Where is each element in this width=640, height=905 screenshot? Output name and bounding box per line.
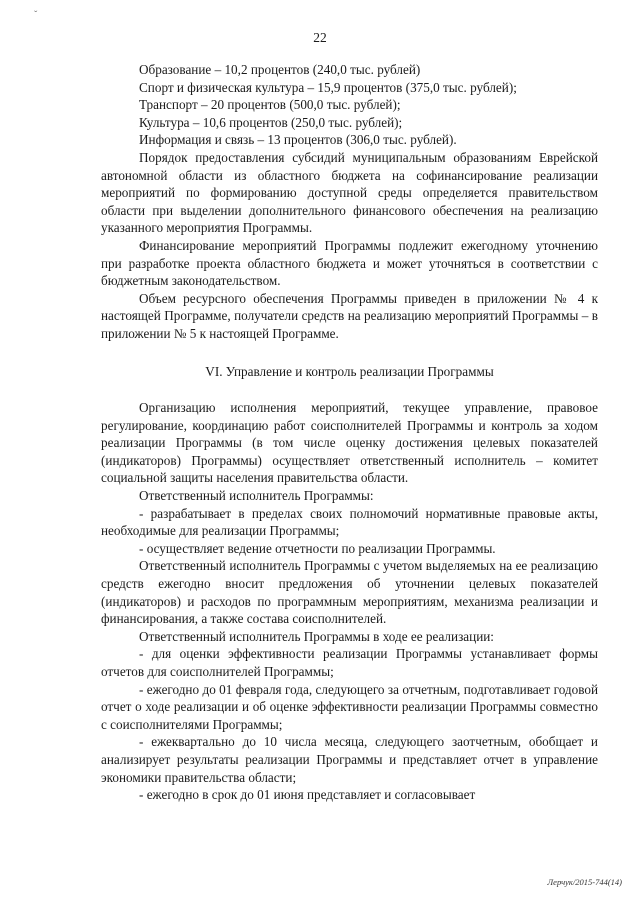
paragraph-proposals: Ответственный исполнитель Программы с учетом выделяемых на ее реализацию средств ежегодно вносит предложения об уточнении целевых показателей (индикаторов) и расходов по программным мероприятиям, механизма реализации и финансирования, а также состава соисполнителей. <box>101 558 598 627</box>
scan-mark: ˇ <box>34 10 38 21</box>
budget-list <box>101 61 598 149</box>
paragraph-report-forms: - для оценки эффективности реализации Программы устанавливает формы отчетов для соисполнителей Программы; <box>101 646 598 679</box>
paragraph-quarterly-report: - ежеквартально до 10 числа месяца, следующего заотчетным, обобщает и анализирует результаты реализации Программы и представляет отчет в управление экономики правительства области; <box>101 734 598 785</box>
budget-list-item: Культура – 10,6 процентов (250,0 тыс. рублей); <box>139 114 403 130</box>
section-heading: VI. Управление и контроль реализации Программы <box>205 363 494 379</box>
document-body <box>101 61 598 804</box>
paragraph-financing: Финансирование мероприятий Программы подлежит ежегодному уточнению при разработке проекта областного бюджета и может уточняться в соответствии с бюджетным законодательством. <box>101 237 598 289</box>
paragraph-resource-volume: Объем ресурсного обеспечения Программы приведен в приложении № 4 к настоящей Программе, получатели средств на реализацию мероприятий Программы – в приложении № 5 к настоящей Программе. <box>101 290 598 341</box>
paragraph-subsidy-procedure: Порядок предоставления субсидий муниципальным образованиям Еврейской автономной области из областного бюджета на софинансирование реализации мероприятий по формированию доступной среды определяется правительством области при выделении дополнительного финансового обеспечения на реализацию указанного мероприятия Программы. <box>101 149 598 236</box>
paragraph-during-implementation: Ответственный исполнитель Программы в ходе ее реализации: <box>139 628 494 644</box>
paragraph-organization: Организацию исполнения мероприятий, текущее управление, правовое регулирование, координацию работ соисполнителей Программы и контроль за ходом реализации Программы (в том числе оценку достижения целевых показателей (индикаторов) Программы) осуществляет ответственный исполнитель – комитет социальной защиты населения правительства области. <box>101 400 598 486</box>
budget-list-item: Спорт и физическая культура – 15,9 процентов (375,0 тыс. рублей); <box>139 79 517 95</box>
paragraph-responsible-executor: Ответственный исполнитель Программы: <box>139 488 374 504</box>
paragraph-reporting: - осуществляет ведение отчетности по реализации Программы. <box>139 540 496 556</box>
footer-code: Лерчук/2015-744(14) <box>547 877 622 887</box>
paragraph-develops-acts: - разрабатывает в пределах своих полномочий нормативные правовые акты, необходимые для реализации Программы; <box>101 505 598 539</box>
paragraph-annual-report: - ежегодно до 01 февраля года, следующего за отчетным, подготавливает годовой отчет о ходе реализации и об оценке эффективности реализации Программы совместно с соисполнителями Программы; <box>101 681 598 732</box>
paragraph-june-deadline: - ежегодно в срок до 01 июня представляет и согласовывает <box>139 787 476 803</box>
budget-list-item: Транспорт – 20 процентов (500,0 тыс. рублей); <box>139 97 401 113</box>
page-number: 22 <box>313 30 327 45</box>
budget-list-item: Информация и связь – 13 процентов (306,0 тыс. рублей). <box>139 132 457 148</box>
budget-list-item: Образование – 10,2 процентов (240,0 тыс. рублей) <box>139 62 421 77</box>
